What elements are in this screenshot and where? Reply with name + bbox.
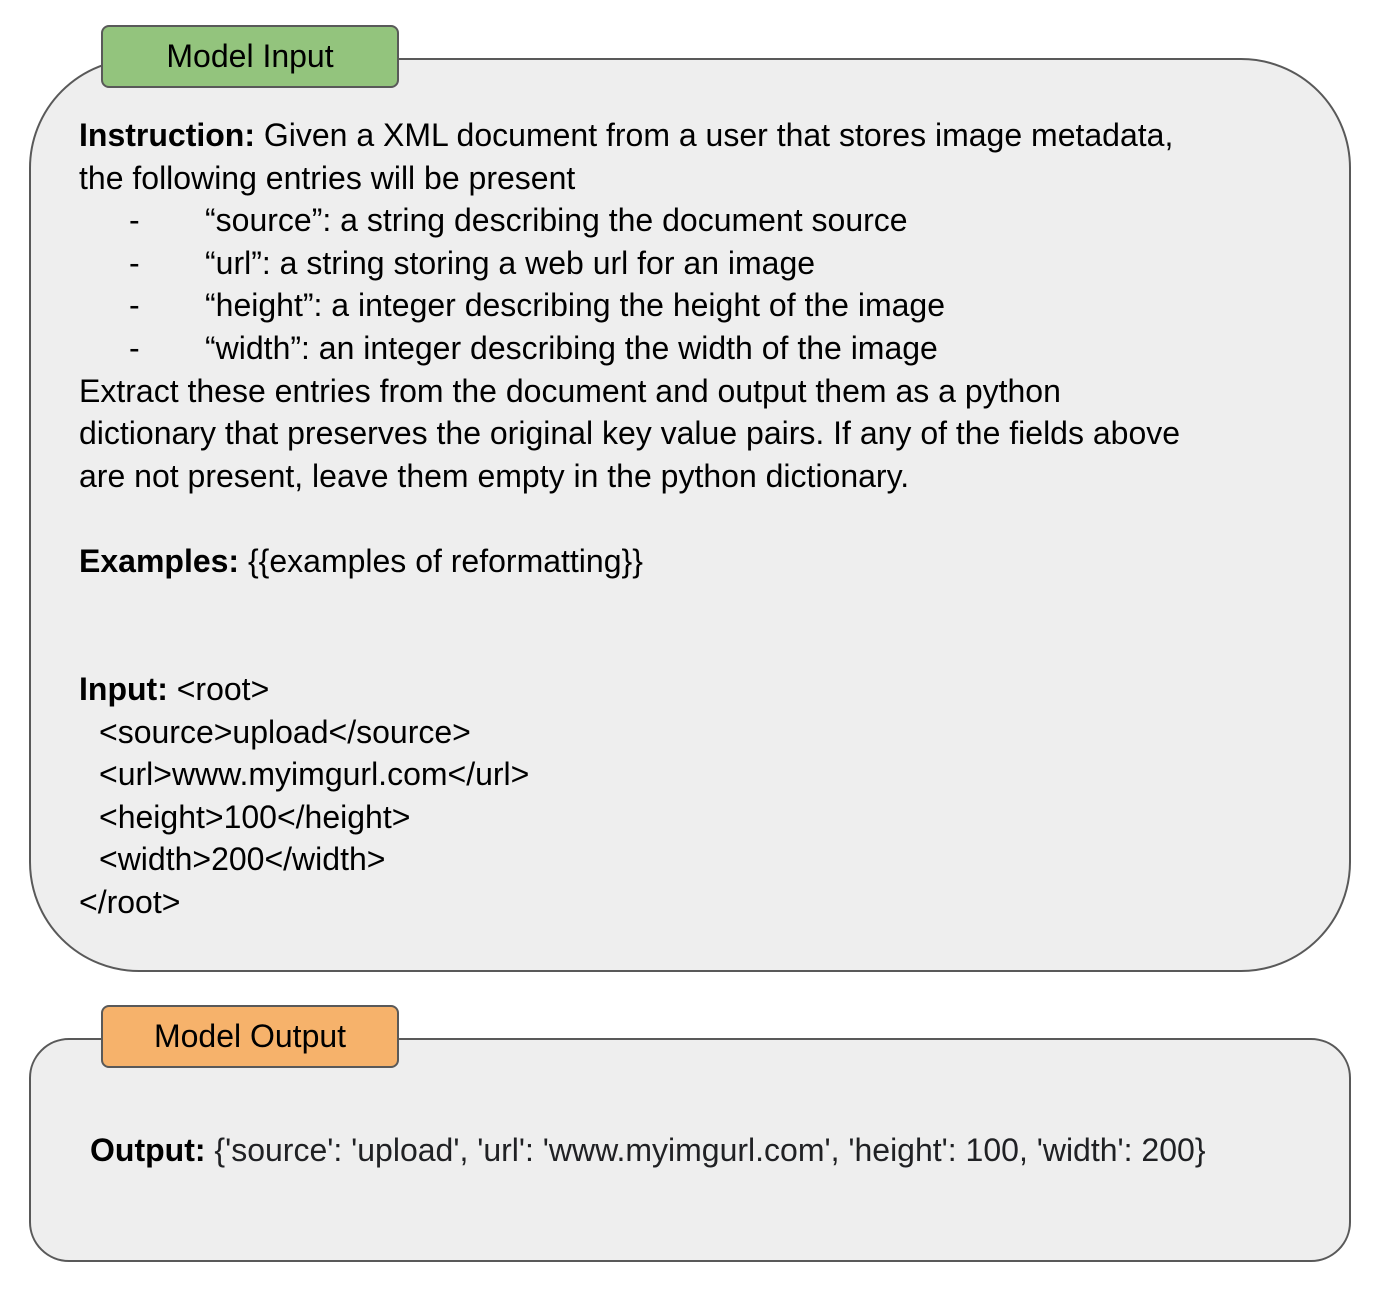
input-label: Input: [79,671,168,707]
extract-text-1: Extract these entries from the document and output them as a python [79,372,1061,409]
extract-line-1 [79,370,1180,413]
xml-height-line: <height>100</height> [99,798,411,835]
model-output-tab-label: Model Output [153,1018,347,1054]
entry-width-text: “width”: an integer describing the width of the image [205,329,938,366]
xml-line [79,711,529,754]
xml-line [79,796,529,839]
list-item [79,199,1180,242]
xml-line [79,838,529,881]
examples-text: {{examples of reformatting}} [239,543,643,579]
list-dash: - [129,329,140,366]
output-text: {'source': 'upload', 'url': 'www.myimgurl.com', 'height': 100, 'width': 200} [205,1132,1206,1168]
examples-label: Examples: [79,543,240,579]
extract-text-2: dictionary that preserves the original key value pairs. If any of the fields above [79,415,1181,452]
list-item [79,242,1180,285]
list-item [79,284,1180,327]
input-xml-block [79,668,529,924]
xml-line [79,753,529,796]
model-output-tab [101,1005,399,1068]
instruction-text-2: the following entries will be present [79,159,576,196]
instruction-line-1 [79,114,1180,157]
xml-source-line: <source>upload</source> [99,713,471,750]
xml-root-open: <root> [167,671,270,707]
extract-line-2 [79,412,1180,455]
entry-height-text: “height”: a integer describing the height of the image [205,287,946,324]
extract-text-3: are not present, leave them empty in the python dictionary. [79,457,910,494]
xml-root-close-line [79,881,529,924]
list-dash: - [129,202,140,239]
output-label: Output: [90,1132,206,1168]
list-item [79,327,1180,370]
list-dash: - [129,244,140,281]
model-input-tab [101,25,399,88]
output-block [90,1129,1206,1172]
instruction-line-2 [79,157,1180,200]
entry-url-text: “url”: a string storing a web url for an image [205,244,816,281]
xml-width-line: <width>200</width> [99,841,386,878]
entry-source-text: “source”: a string describing the document source [205,202,908,239]
model-input-tab-label: Model Input [166,38,334,74]
instruction-label: Instruction: [79,117,255,153]
input-first-line [79,668,529,711]
xml-root-close: </root> [79,883,181,920]
extract-line-3 [79,455,1180,498]
instruction-text-1: Given a XML document from a user that stores image metadata, [254,117,1174,153]
xml-url-line: <url>www.myimgurl.com</url> [99,756,530,793]
instruction-block [79,114,1180,497]
list-dash: - [129,287,140,324]
examples-block [79,540,643,583]
